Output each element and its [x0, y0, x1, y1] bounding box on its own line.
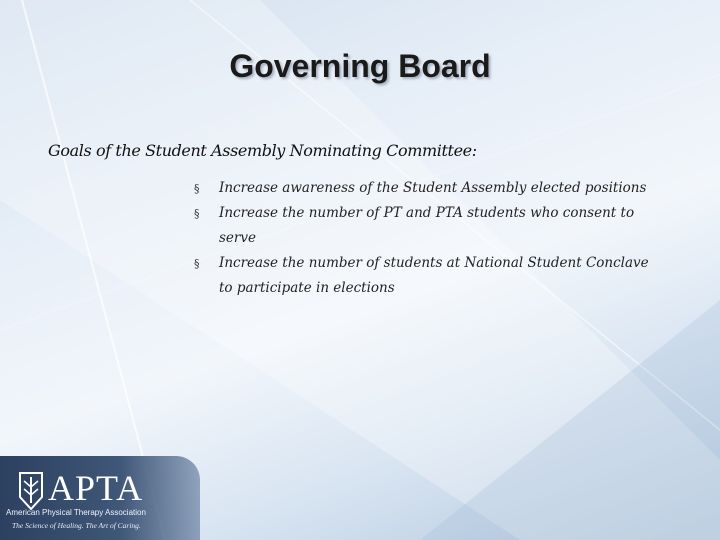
- slide-subtitle: Goals of the Student Assembly Nominating Committee:: [48, 141, 477, 160]
- bullet-marker-icon: §: [194, 207, 200, 220]
- list-item-text: Increase the number of PT and PTA students who consent to serve: [219, 205, 635, 246]
- apta-emblem-icon: [18, 471, 44, 511]
- bullet-marker-icon: §: [194, 182, 200, 195]
- apta-logo: [0, 456, 200, 540]
- list-item: [192, 201, 662, 251]
- logo-tagline: The Science of Healing. The Art of Caring.: [12, 521, 141, 530]
- list-item-text: Increase awareness of the Student Assembly elected positions: [219, 180, 647, 196]
- goals-list: [192, 176, 662, 301]
- logo-organization: American Physical Therapy Association: [6, 508, 146, 517]
- logo-acronym: APTA: [48, 468, 144, 508]
- bullet-marker-icon: §: [194, 257, 200, 270]
- list-item-text: Increase the number of students at National Student Conclave to participate in elections: [219, 255, 649, 296]
- slide-title: Governing Board: [229, 48, 491, 84]
- list-item: [192, 251, 662, 301]
- list-item: [192, 176, 662, 201]
